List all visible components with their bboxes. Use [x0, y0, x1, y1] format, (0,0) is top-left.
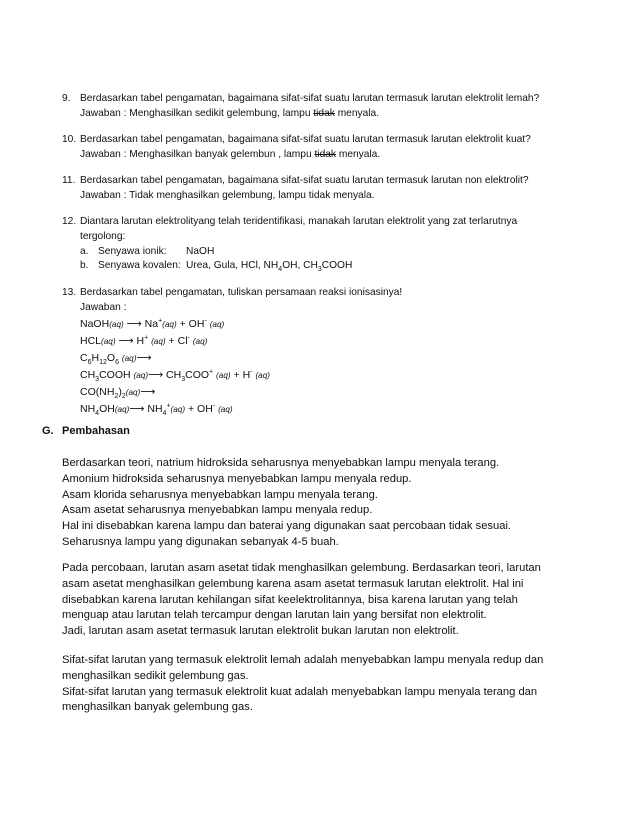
equation-naoh: NaOH(aq) ⟶ Na+(aq) + OH- (aq): [80, 317, 225, 330]
paragraph-line: Asam asetat seharusnya menyebabkan lampu menyala redup.: [62, 504, 373, 517]
struck-word: tidak: [314, 148, 336, 160]
equation-urea: $CO(NH_2)_2(aq)⟶$: [80, 385, 156, 400]
equation-ammonium-hydroxide: $NH_4OH(aq)⟶$ $NH_4^+(aq) + OH^-$ (aq): [80, 402, 233, 417]
paragraph-line: Berdasarkan teori, natrium hidroksida seharusnya menyebabkan lampu menyala terang.: [62, 457, 500, 469]
answer-text: Jawaban : Menghasilkan sedikit gelembung, lampu tidak menyala.: [80, 107, 380, 119]
question-number: 12.: [62, 216, 77, 227]
section-letter: G.: [42, 425, 54, 437]
question-text: Berdasarkan tabel pengamatan, tuliskan persamaan reaksi ionisasinya!: [80, 287, 403, 298]
option-b: b. Senyawa kovalen: Urea, Gula, HCl, $NH_4OH$, $CH_3COOH$: [80, 260, 353, 274]
answer-text: Jawaban : Menghasilkan banyak gelembun , lampu tidak menyala.: [80, 148, 381, 160]
section-title: Pembahasan: [62, 425, 130, 437]
paragraph-3: [62, 653, 582, 716]
equation-hcl: HCL(aq) ⟶ H+ (aq) + Cl- (aq): [80, 334, 208, 347]
paragraph-line: Amonium hidroksida seharusnya menyebabkan lampu menyala redup.: [62, 472, 412, 485]
section-heading: [42, 425, 130, 437]
question-text-cont: tergolong:: [80, 230, 126, 242]
question-text: Berdasarkan tabel pengamatan, bagaimana sifat-sifat suatu larutan termasuk larutan elektrolit kuat?: [80, 134, 531, 145]
question-number: 11.: [62, 175, 76, 186]
paragraph-line: Hal ini disebabkan karena lampu dan baterai yang digunakan saat percobaan tidak sesuai.: [62, 520, 512, 533]
paragraph-line: Sifat-sifat larutan yang termasuk elektrolit kuat adalah menyebabkan lampu menyala terang dan: [62, 685, 538, 698]
paragraph-1: [62, 456, 582, 551]
paragraph-line: Asam klorida seharusnya menyebabkan lampu menyala terang.: [62, 488, 378, 501]
question-number: 9.: [62, 93, 71, 104]
question-number: 10.: [62, 134, 77, 145]
question-text: Diantara larutan elektrolityang telah teridentifikasi, manakah larutan elektrolit yang zat terlarutnya: [80, 216, 518, 227]
option-a: a. Senyawa ionik: NaOH: [80, 245, 215, 257]
paragraph-line: Seharusnya lampu yang digunakan sebanyak 4-5 buah.: [62, 535, 339, 548]
paragraph-line: menghasilkan banyak gelembung gas.: [62, 701, 253, 714]
paragraph-2: [62, 561, 582, 640]
paragraph-line: menguap atau larutan telah tercampur dengan larutan lain yang bersifat non elektrolit.: [62, 609, 487, 622]
struck-word: tidak: [313, 107, 335, 119]
answer-text: Jawaban : Tidak menghasilkan gelembung, lampu tidak menyala.: [80, 189, 375, 201]
paragraph-line: menghasilkan sedikit gelembung gas.: [62, 669, 249, 682]
answer-label: Jawaban :: [80, 301, 127, 313]
question-text: Berdasarkan tabel pengamatan, bagaimana sifat-sifat suatu larutan termasuk larutan non elektrolit?: [80, 175, 529, 186]
paragraph-line: asam asetat menghasilkan gelembung karena asam asetat termasuk larutan elektrolit. Hal ini: [62, 577, 524, 590]
question-number: 13.: [62, 287, 77, 298]
equation-glucose: $C_6H_{12}O_6$ (aq)⟶: [80, 351, 152, 366]
equation-acetic-acid: $CH_3COOH$ (aq)⟶ $CH_3COO^+$ (aq) + H- (aq): [80, 368, 270, 383]
paragraph-line: Sifat-sifat larutan yang termasuk elektrolit lemah adalah menyebabkan lampu menyala redup dan: [62, 654, 544, 666]
paragraph-line: Pada percobaan, larutan asam asetat tidak menghasilkan gelembung. Berdasarkan teori, larutan: [62, 562, 541, 574]
question-text: Berdasarkan tabel pengamatan, bagaimana sifat-sifat suatu larutan termasuk larutan elektrolit lemah?: [80, 93, 540, 104]
paragraph-line: Jadi, larutan asam asetat termasuk larutan elektrolit bukan larutan non elektrolit.: [62, 625, 459, 638]
paragraph-line: disebabkan karena larutan kehilangan sifat keelektrolitannya, bisa karena larutan yang telah: [62, 593, 518, 606]
